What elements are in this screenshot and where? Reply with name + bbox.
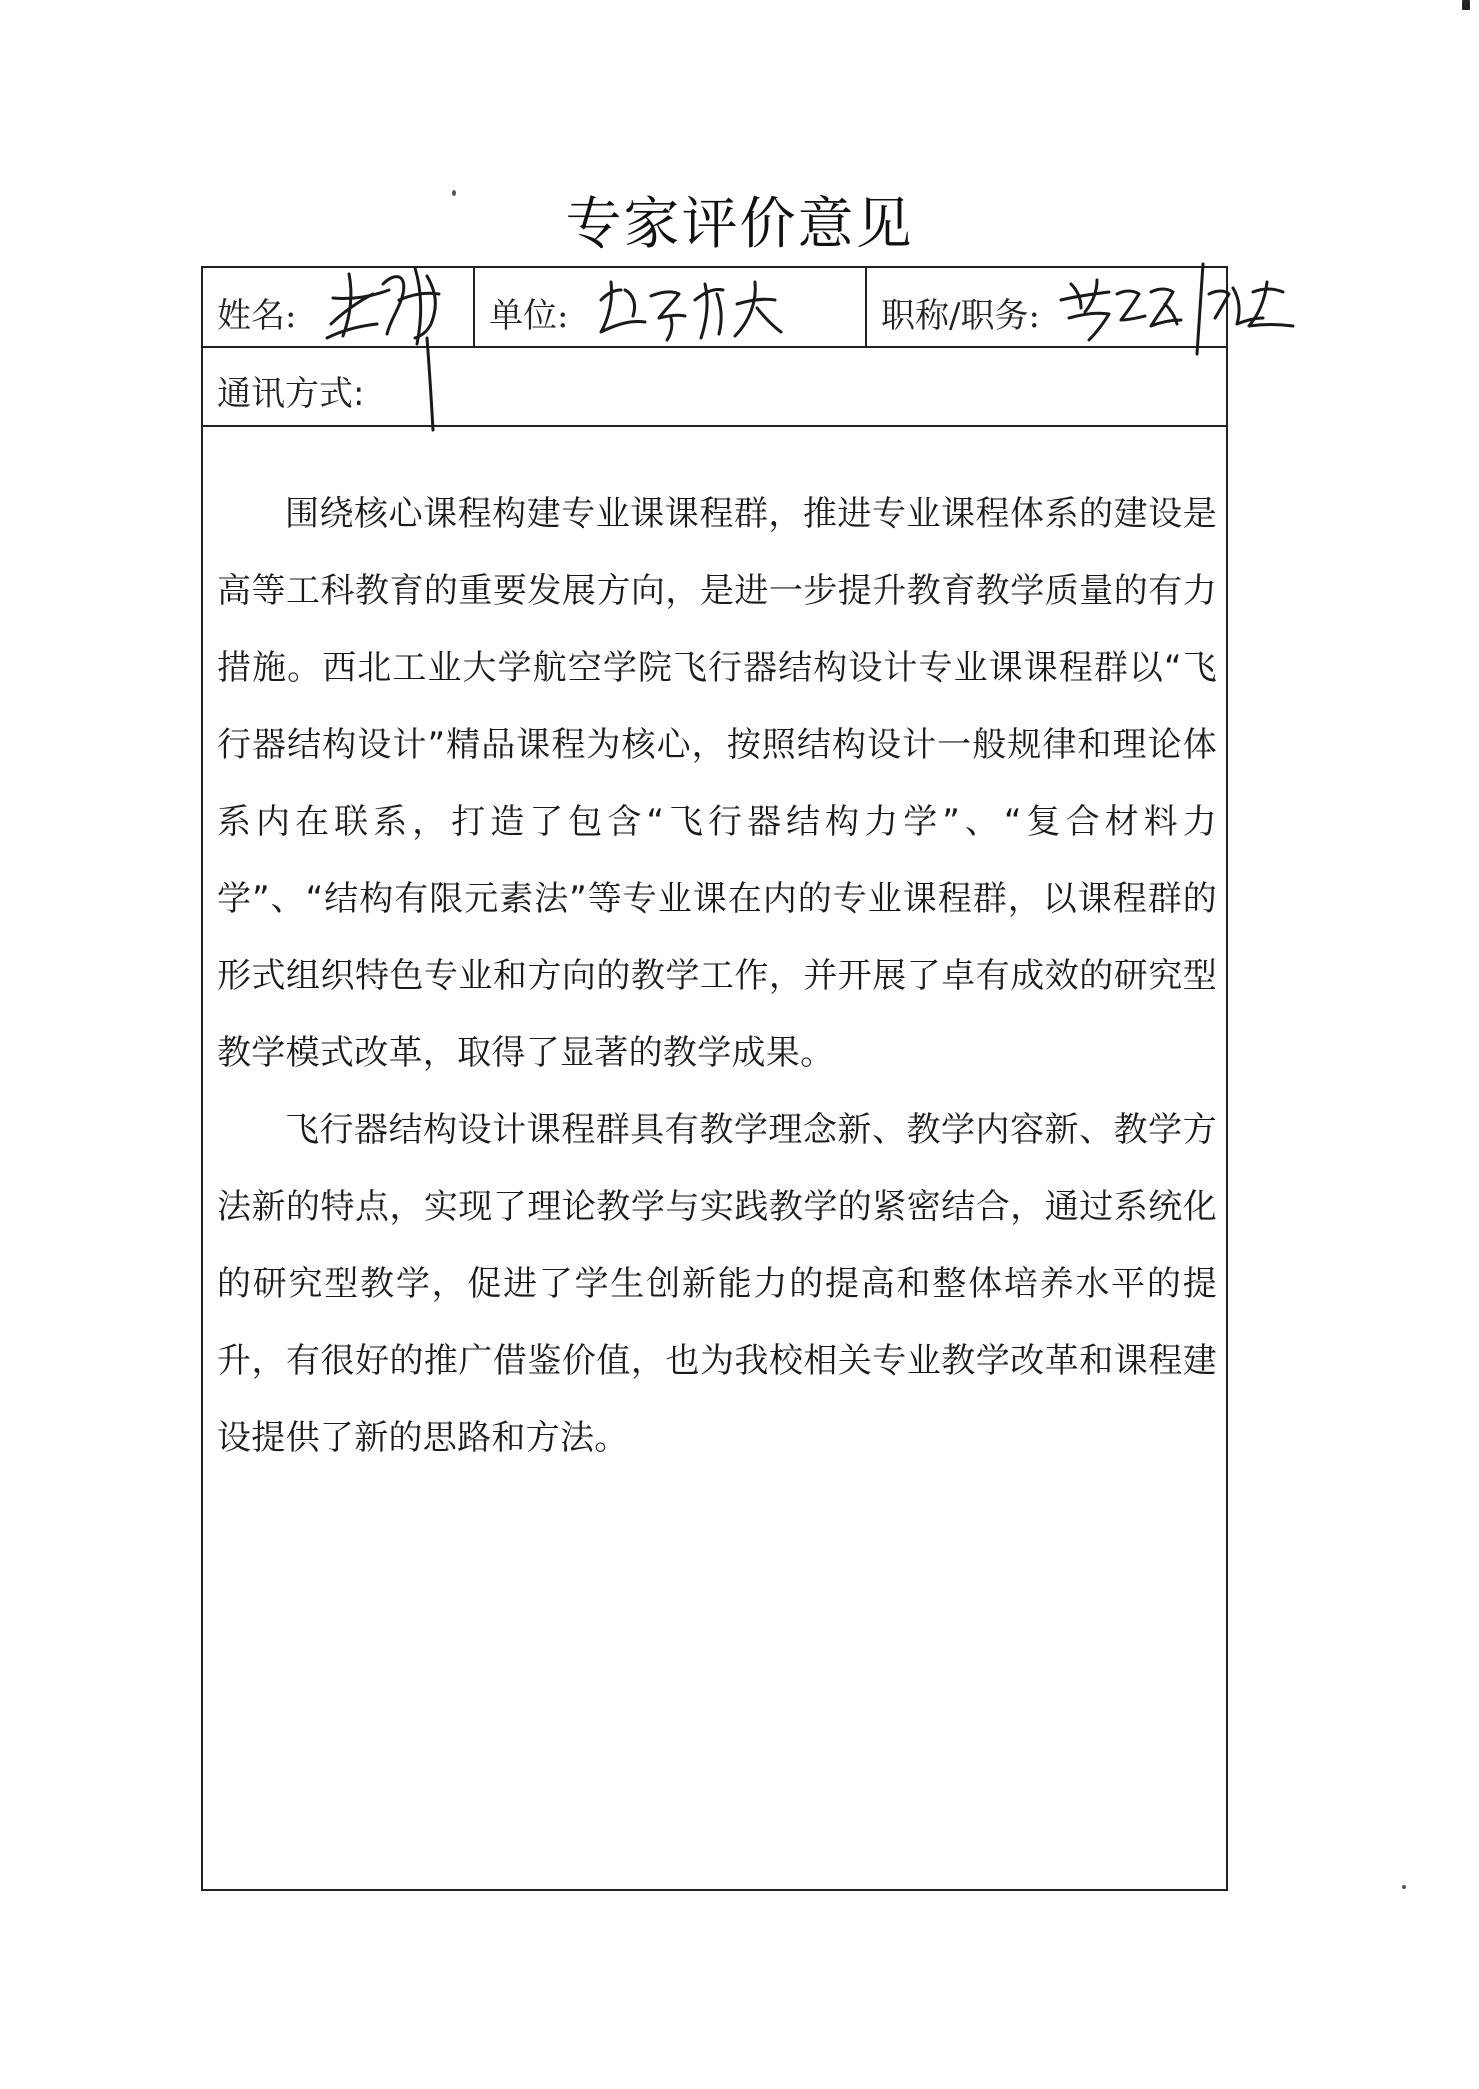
position-cell xyxy=(867,268,1228,346)
scan-speck xyxy=(1462,0,1470,10)
name-label: 姓名: xyxy=(217,296,297,336)
info-row xyxy=(203,268,1226,348)
evaluation-paragraph-1: 围绕核心课程构建专业课课程群，推进专业课程体系的建设是高等工科教育的重要发展方向，是进一步提升教育教学质量的有力措施。西北工业大学航空学院飞行器结构设计专业课课程群以“飞行器结构设计”精品课程为核心，按照结构设计一般规律和理论体系内在联系，打造了包含“飞行器结构力学”、“复合材料力学”、“结构有限元素法”等专业课在内的专业课程群，以课程群的形式组织特色专业和方向的教学工作，并开展了卓有成效的研究型教学模式改革，取得了显著的教学成果。 xyxy=(217,494,1217,1073)
evaluation-body xyxy=(217,476,1217,1477)
page-title: 专家评价意见 xyxy=(565,192,914,257)
position-label: 职称/职务: xyxy=(881,296,1040,336)
contact-row xyxy=(203,348,1226,427)
scan-speck xyxy=(1402,1885,1406,1889)
unit-label: 单位: xyxy=(489,296,569,336)
contact-mark xyxy=(421,334,441,434)
evaluation-paragraph-2: 飞行器结构设计课程群具有教学理念新、教学内容新、教学方法新的特点，实现了理论教学与实践教学的紧密结合，通过系统化的研究型教学，促进了学生创新能力的提高和整体培养水平的提升，有很好的推广借鉴价值，也为我校相关专业教学改革和课程建设提供了新的思路和方法。 xyxy=(217,1110,1217,1458)
evaluation-form xyxy=(201,266,1228,1891)
unit-signature xyxy=(587,260,787,350)
unit-cell xyxy=(475,268,867,346)
scan-speck xyxy=(452,190,456,196)
contact-label: 通讯方式: xyxy=(217,374,365,414)
